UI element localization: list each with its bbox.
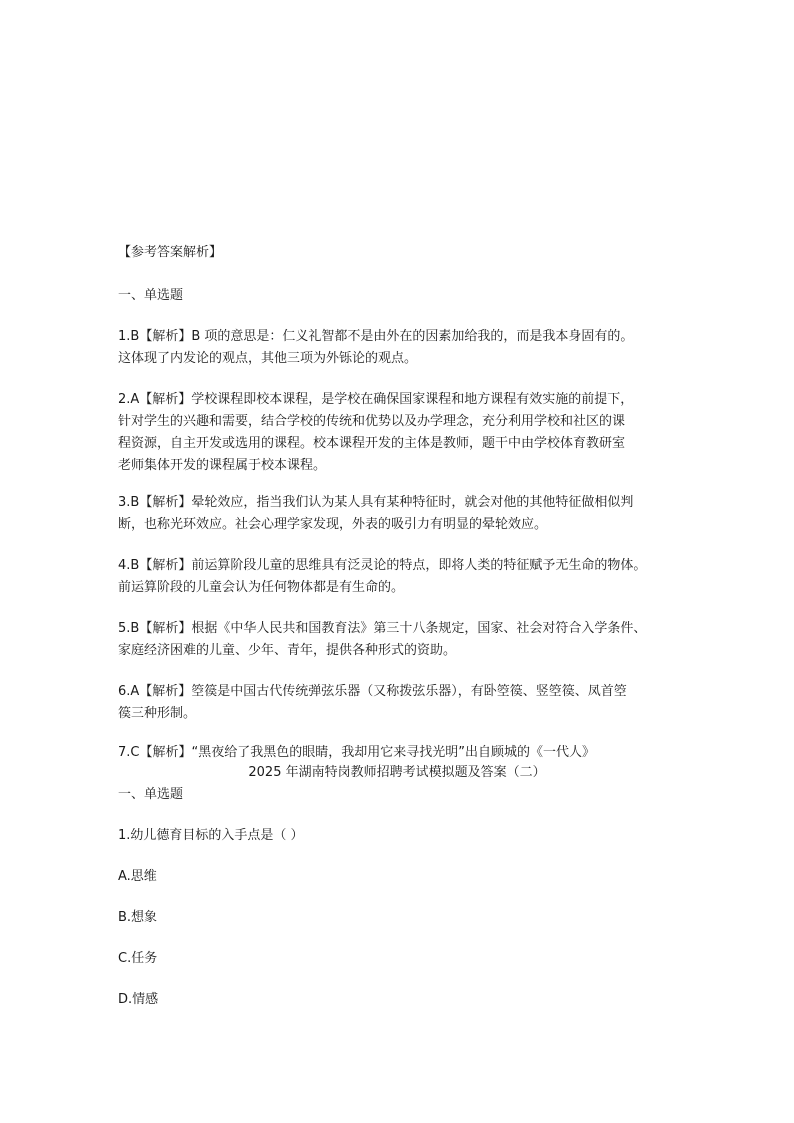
answer-item-3 bbox=[118, 492, 678, 536]
answer-item-2 bbox=[118, 389, 678, 477]
exam-section-title: 一、单选题 bbox=[118, 787, 184, 802]
answer-line: 2.A【解析】学校课程即校本课程，是学校在确保国家课程和地方课程有效实施的前提下， bbox=[118, 392, 634, 407]
answer-line: 程资源，自主开发或选用的课程。校本课程开发的主体是教师，题干中由学校体育教研室 bbox=[118, 436, 626, 451]
question-text: 1.幼儿德育目标的入手点是（ ） bbox=[118, 828, 304, 843]
option-d: D.情感 bbox=[118, 992, 159, 1007]
answer-line: 5.B【解析】根据《中华人民共和国教育法》第三十八条规定，国家、社会对符合入学条件、 bbox=[118, 621, 647, 636]
answer-line: 这体现了内发论的观点，其他三项为外铄论的观点。 bbox=[118, 351, 418, 366]
answer-line: 1.B【解析】B 项的意思是：仁义礼智都不是由外在的因素加给我的，而是我本身固有的。 bbox=[118, 329, 634, 344]
answer-line: 7.C【解析】“黑夜给了我黑色的眼睛，我却用它来寻找光明”出自顾城的《一代人》 bbox=[118, 745, 595, 760]
answer-item-1 bbox=[118, 326, 678, 370]
answer-item-5 bbox=[118, 618, 678, 662]
answer-item-6 bbox=[118, 681, 678, 725]
answer-line: 3.B【解析】晕轮效应，指当我们认为某人具有某种特征时，就会对他的其他特征做相似判 bbox=[118, 495, 634, 510]
answer-section-title: 一、单选题 bbox=[118, 288, 184, 303]
option-c: C.任务 bbox=[118, 951, 158, 966]
answer-line: 篌三种形制。 bbox=[118, 706, 197, 721]
answer-line: 断，也称光环效应。社会心理学家发现，外表的吸引力有明显的晕轮效应。 bbox=[118, 517, 548, 532]
answer-line: 前运算阶段的儿童会认为任何物体都是有生命的。 bbox=[118, 580, 405, 595]
option-a: A.思维 bbox=[118, 869, 157, 884]
answer-line: 6.A【解析】箜篌是中国古代传统弹弦乐器（又称拨弦乐器），有卧箜篌、竖箜篌、凤首箜 bbox=[118, 684, 627, 699]
answer-line: 老师集体开发的课程属于校本课程。 bbox=[118, 458, 327, 473]
answer-line: 家庭经济困难的儿童、少年、青年，提供各种形式的资助。 bbox=[118, 643, 457, 658]
answer-item-7 bbox=[118, 742, 678, 764]
option-b: B.想象 bbox=[118, 910, 158, 925]
answer-line: 针对学生的兴趣和需要，结合学校的传统和优势以及办学理念，充分利用学校和社区的课 bbox=[118, 414, 626, 429]
exam-title: 2025 年湖南特岗教师招聘考试模拟题及答案（二） bbox=[248, 765, 546, 780]
answer-line: 4.B【解析】前运算阶段儿童的思维具有泛灵论的特点，即将人类的特征赋予无生命的物体。 bbox=[118, 558, 647, 573]
answer-heading: 【参考答案解析】 bbox=[118, 245, 223, 260]
answer-item-4 bbox=[118, 555, 678, 599]
